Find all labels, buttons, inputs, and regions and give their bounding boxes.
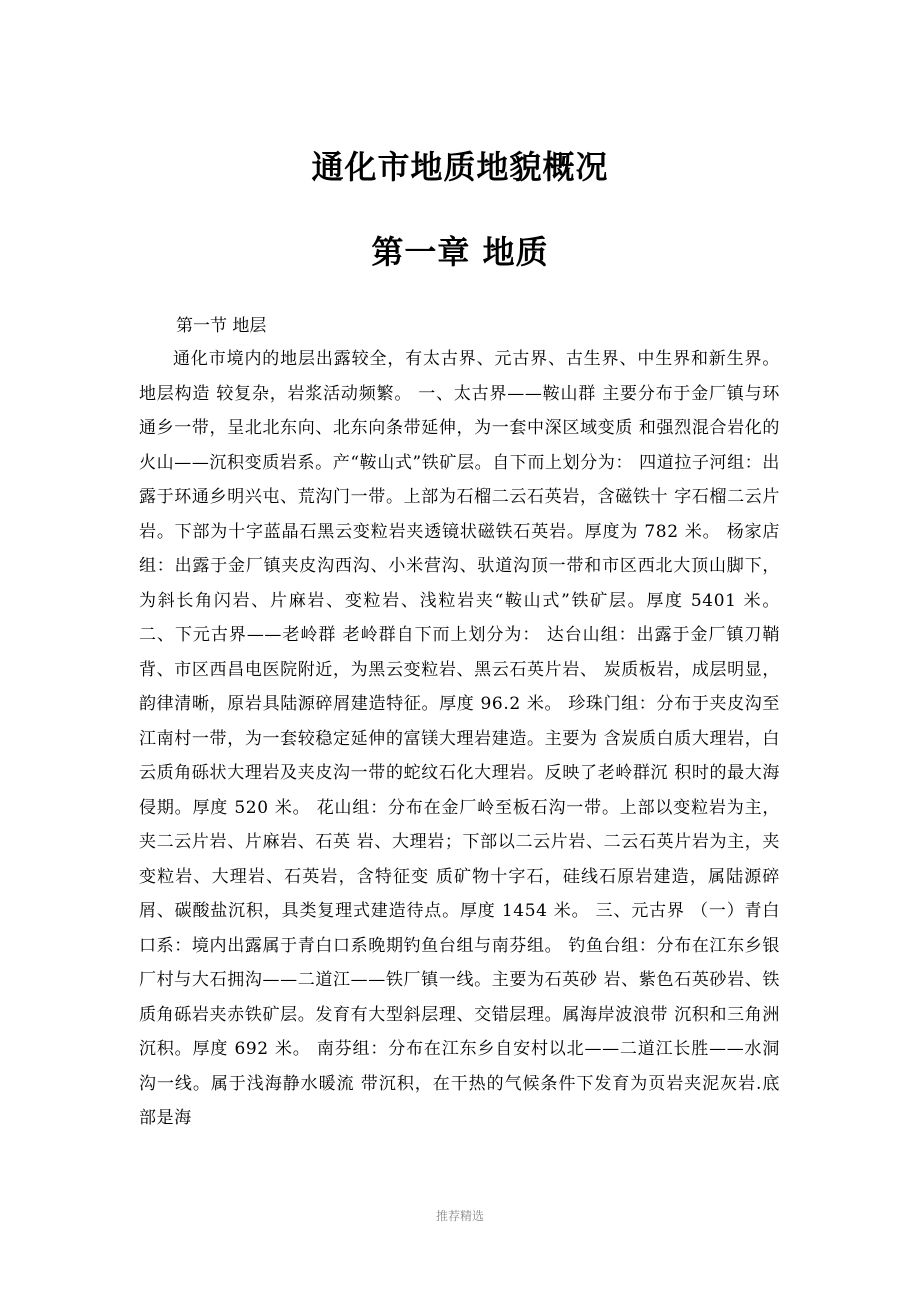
- document-title: 通化市地质地貌概况: [311, 148, 609, 186]
- section-title: 第一节 地层: [176, 316, 267, 336]
- body-paragraph: 通化市境内的地层出露较全，有太古界、元古界、古生界、中生界和新生界。地层构造 较复杂，岩浆活动频繁。 一、太古界——鞍山群 主要分布于金厂镇与环通乡一带，呈北北东向、北东向条带延伸，为一套中深区域变质 和强烈混合岩化的火山——沉积变质岩系。产“鞍山式”铁矿层。自下而上划分为： 四道拉子河组：出露于环通乡明兴屯、荒沟门一带。上部为石榴二云石英岩，含磁铁十 字石榴二云片岩。下部为十字蓝晶石黑云变粒岩夹透镜状磁铁石英岩。厚度为 782 米。 杨家店组：出露于金厂镇夹皮沟西沟、小米营沟、驮道沟顶一带和市区西北大顶山脚下， 为斜长角闪岩、片麻岩、变粒岩、浅粒岩夹“鞍山式”铁矿层。厚度 5401 米。 二、下元古界——老岭群 老岭群自下而上划分为： 达台山组：出露于金厂镇刀鞘背、市区西昌电医院附近，为黑云变粒岩、黑云石英片岩、 炭质板岩，成层明显，韵律清晰，原岩具陆源碎屑建造特征。厚度 96.2 米。 珍珠门组：分布于夹皮沟至江南村一带，为一套较稳定延伸的富镁大理岩建造。主要为 含炭质白质大理岩，白云质角砾状大理岩及夹皮沟一带的蛇纹石化大理岩。反映了老岭群沉 积时的最大海侵期。厚度 520 米。 花山组：分布在金厂岭至板石沟一带。上部以变粒岩为主，夹二云片岩、片麻岩、石英 岩、大理岩；下部以二云片岩、二云石英片岩为主，夹变粒岩、大理岩、石英岩，含特征变 质矿物十字石，硅线石原岩建造，属陆源碎屑、碳酸盐沉积，具类复理式建造待点。厚度 1454 米。 三、元古界 （一）青白口系：境内出露属于青白口系晚期钓鱼台组与南芬组。 钓鱼台组：分布在江东乡银厂村与大石拥沟——二道江——铁厂镇一线。主要为石英砂 岩、紫色石英砂岩、铁质角砾岩夹赤铁矿层。发育有大型斜层理、交错层理。属海岸波浪带 沉积和三角洲沉积。厚度 692 米。 南芬组：分布在江东乡自安村以北——二道江长胜——水洞沟一线。属于浅海静水暖流 带沉积，在干热的气候条件下发育为页岩夹泥灰岩.底部是海: [139, 349, 780, 1128]
- page-footer: 推荐精选: [435, 1209, 484, 1223]
- chapter-title: 第一章 地质: [371, 233, 549, 271]
